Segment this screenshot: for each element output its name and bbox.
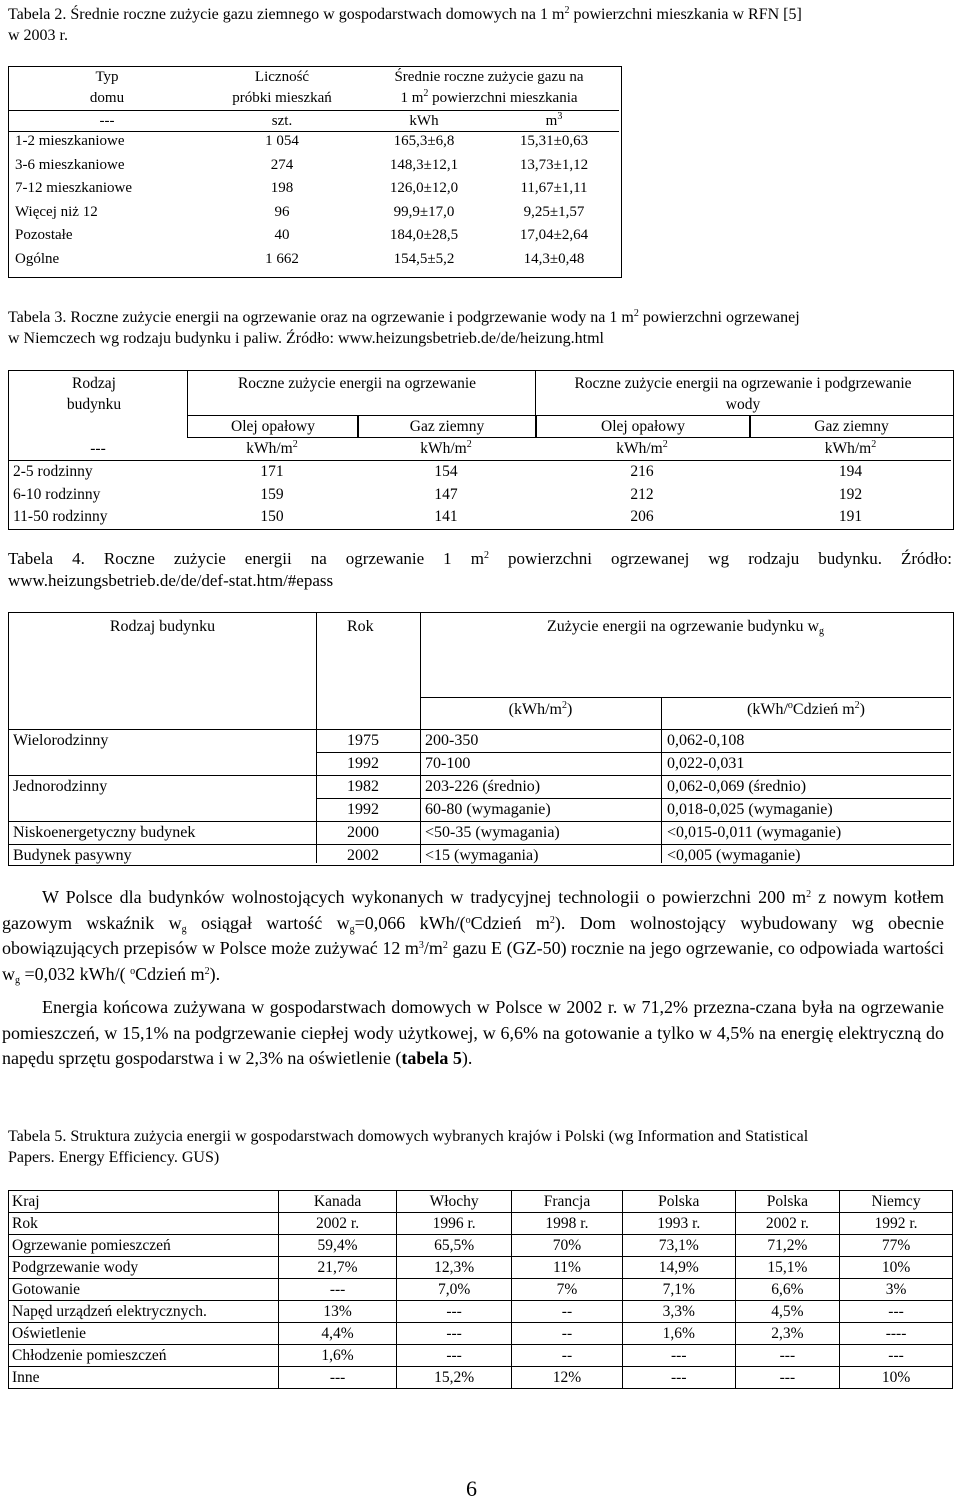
table-row bbox=[9, 844, 951, 867]
table4-caption-line2: www.heizungsbetrieb.de/de/def-stat.htm/#epass bbox=[8, 571, 334, 590]
table4-caption bbox=[8, 548, 952, 569]
table-row bbox=[9, 730, 951, 752]
p1-sup2: o bbox=[465, 914, 471, 926]
cell: 7% bbox=[512, 1279, 623, 1301]
row-cday: <0,005 (wymaganie) bbox=[667, 847, 801, 864]
table2-rows bbox=[9, 133, 619, 274]
table5-caption-line2: Papers. Energy Efficiency. GUS) bbox=[8, 1149, 220, 1166]
usage-l2b: powierzchni mieszkania bbox=[428, 90, 578, 106]
table3 bbox=[8, 370, 954, 530]
table-row bbox=[9, 1301, 953, 1323]
cell: 71,2% bbox=[735, 1235, 839, 1257]
p1-a: W Polsce dla budynków wolnostojących wykonanych w tradycyjnej technologii o powierzchni 200 m bbox=[42, 887, 807, 907]
table3-header-heating: Roczne zużycie energii na ogrzewanie bbox=[237, 375, 477, 392]
row-cday: <0,015-0,011 (wymaganie) bbox=[667, 824, 842, 841]
table3-fuel-oil-2: Olej opałowy bbox=[535, 415, 751, 438]
table-row bbox=[9, 227, 619, 251]
row-type: Pozostałe bbox=[15, 227, 73, 243]
table2-header-count bbox=[205, 67, 359, 109]
table3-header-heatwater-l2: wody bbox=[725, 396, 761, 413]
u2a: (kWh/ bbox=[747, 701, 788, 718]
cell: Ogrzewanie pomieszczeń bbox=[9, 1235, 279, 1257]
cell: 70% bbox=[512, 1235, 623, 1257]
row-cday: 0,062-0,108 bbox=[667, 732, 745, 749]
table4-header-type: Rodzaj budynku bbox=[109, 618, 216, 635]
cell: Włochy bbox=[397, 1191, 512, 1213]
row-val: 194 bbox=[838, 463, 863, 480]
row-kwh: 200-350 bbox=[425, 732, 479, 749]
unit-kwh-m: kWh/m bbox=[616, 440, 663, 457]
table2-header-type-l2: domu bbox=[89, 90, 125, 106]
row-cday: 0,018-0,025 (wymaganie) bbox=[667, 801, 833, 818]
cell: Kraj bbox=[9, 1191, 279, 1213]
p1-b: z nowym kotłem gazowym wskaźnik w bbox=[2, 887, 945, 933]
table-row bbox=[9, 775, 951, 798]
cell: --- bbox=[279, 1367, 397, 1389]
cell: 10% bbox=[840, 1257, 953, 1279]
row-type: 1-2 mieszkaniowe bbox=[15, 133, 125, 149]
row-m3: 13,73±1,12 bbox=[519, 156, 589, 173]
table2-unit-kwh: kWh bbox=[409, 113, 439, 129]
table4-header-line bbox=[420, 697, 951, 698]
unit-sup: 2 bbox=[871, 439, 877, 450]
table2-header-type-l1: Typ bbox=[95, 69, 119, 85]
table2-header-count-l1: Liczność bbox=[254, 69, 310, 85]
row-type: 6-10 rodzinny bbox=[13, 486, 101, 503]
p1-sub1: g bbox=[181, 923, 187, 935]
page-number: 6 bbox=[466, 1476, 477, 1501]
row-count: 1 054 bbox=[265, 133, 299, 149]
cell: --- bbox=[840, 1345, 953, 1367]
p1-sup4: 3 bbox=[418, 940, 424, 951]
table2-caption-line2: w 2003 r. bbox=[8, 27, 68, 44]
row-year: 1982 bbox=[347, 778, 379, 795]
cell: --- bbox=[622, 1367, 735, 1389]
unit-m: m bbox=[545, 113, 558, 129]
table-row bbox=[9, 1257, 953, 1279]
table-row bbox=[9, 506, 951, 528]
unit-sup: 2 bbox=[466, 439, 472, 450]
cell: 13% bbox=[279, 1301, 397, 1323]
paragraph-2 bbox=[2, 995, 944, 1072]
p1-sup5: 2 bbox=[442, 940, 448, 951]
table2-caption-text-b: powierzchni mieszkania w RFN [5] bbox=[569, 6, 802, 23]
p1-sup6: o bbox=[130, 965, 136, 977]
table3-unit-1 bbox=[187, 438, 357, 459]
usage-text: Zużycie energii na ogrzewanie budynku w bbox=[546, 618, 820, 635]
cell: 59,4% bbox=[279, 1235, 397, 1257]
cell: Niemcy bbox=[840, 1191, 953, 1213]
p2-b: ). bbox=[461, 1048, 473, 1068]
row-cday: 0,062-0,069 (średnio) bbox=[667, 778, 807, 795]
table-row bbox=[9, 1235, 953, 1257]
table-row bbox=[9, 1279, 953, 1301]
cell: Polska bbox=[622, 1191, 735, 1213]
table-row bbox=[316, 752, 951, 775]
table3-caption-text: Tabela 3. Roczne zużycie energii na ogrzewanie oraz na ogrzewanie i podgrzewanie wody na 1 m bbox=[8, 309, 634, 326]
table-row bbox=[9, 180, 619, 204]
table-row bbox=[9, 251, 619, 275]
row-type: Budynek pasywny bbox=[13, 847, 132, 864]
row-m3: 17,04±2,64 bbox=[519, 227, 589, 243]
table4-unit-1 bbox=[420, 699, 661, 721]
row-val: 216 bbox=[630, 463, 654, 480]
p1-f: ). Dom wolnostojący wybudowany wg obecnie obowiązujących przepisów w Polsce może zużywać 12 m bbox=[2, 912, 944, 958]
p1-i: =0,032 kWh/( bbox=[20, 963, 131, 984]
row-val: 212 bbox=[630, 486, 654, 503]
table-row bbox=[9, 1191, 953, 1213]
cell: -- bbox=[512, 1323, 623, 1345]
row-kwh: 184,0±28,5 bbox=[389, 227, 459, 243]
p1-sup1: 2 bbox=[806, 889, 812, 900]
table4-rows bbox=[9, 730, 951, 867]
cell: -- bbox=[512, 1345, 623, 1367]
row-count: 96 bbox=[274, 203, 290, 220]
table3-fuel-gas-1: Gaz ziemny bbox=[357, 415, 537, 438]
table4-header-usage bbox=[420, 616, 951, 638]
u1sup: 2 bbox=[562, 700, 567, 711]
row-m3: 11,67±1,11 bbox=[520, 180, 588, 196]
cell: --- bbox=[840, 1301, 953, 1323]
table-row bbox=[9, 1323, 953, 1345]
table5-caption bbox=[8, 1126, 952, 1168]
row-kwh: <50-35 (wymagania) bbox=[425, 824, 560, 841]
cell: 73,1% bbox=[622, 1235, 735, 1257]
p1-e: Cdzień m bbox=[470, 912, 550, 933]
table5-caption-line1: Tabela 5. Struktura zużycia energii w gospodarstwach domowych wybranych krajów i Polski (wg Information and Statistical bbox=[8, 1128, 809, 1145]
row-val: 147 bbox=[434, 486, 458, 503]
table2-caption bbox=[8, 4, 952, 46]
cell: 21,7% bbox=[279, 1257, 397, 1279]
unit-kwh-m: kWh/m bbox=[246, 440, 293, 457]
table3-unit-3 bbox=[535, 438, 749, 459]
cell: 2002 r. bbox=[279, 1213, 397, 1235]
table5 bbox=[8, 1190, 953, 1389]
row-kwh: 165,3±6,8 bbox=[393, 133, 455, 149]
table3-header-heatwater bbox=[535, 373, 951, 415]
row-year: 2002 bbox=[347, 847, 379, 864]
cell: --- bbox=[622, 1345, 735, 1367]
cell: 12,3% bbox=[397, 1257, 512, 1279]
row-type: Niskoenergetyczny budynek bbox=[13, 824, 196, 841]
p1-j: Cdzień m bbox=[135, 963, 205, 984]
u2b: Cdzień m bbox=[792, 701, 855, 718]
table2 bbox=[8, 66, 622, 278]
cell: 1,6% bbox=[279, 1345, 397, 1367]
table3-fuel-oil-1: Olej opałowy bbox=[187, 415, 359, 438]
row-val: 150 bbox=[260, 508, 284, 525]
u2sup2: 2 bbox=[854, 700, 860, 711]
cell: --- bbox=[279, 1279, 397, 1301]
p1-h: gazu E (GZ-50) rocznie na jego ogrzewanie, co odpowiada wartości w bbox=[2, 938, 944, 984]
table-row bbox=[9, 157, 619, 181]
cell: 1998 r. bbox=[512, 1213, 623, 1235]
p2-bold-ref: tabela 5 bbox=[401, 1048, 462, 1068]
table3-rows bbox=[9, 461, 951, 528]
row-cday: 0,022-0,031 bbox=[667, 755, 745, 772]
row-year: 1975 bbox=[347, 732, 379, 749]
row-kwh: 203-226 (średnio) bbox=[425, 778, 541, 795]
table3-header-heatwater-l1: Roczne zużycie energii na ogrzewanie i podgrzewanie bbox=[574, 375, 912, 392]
paragraph-1 bbox=[2, 885, 944, 987]
cell: Kanada bbox=[279, 1191, 397, 1213]
cell: 15,1% bbox=[735, 1257, 839, 1279]
row-count: 274 bbox=[270, 156, 294, 173]
table3-header-type-l2: budynku bbox=[66, 396, 122, 413]
table2-header-usage bbox=[359, 67, 619, 109]
cell: 77% bbox=[840, 1235, 953, 1257]
table-row bbox=[9, 484, 951, 506]
table-row bbox=[9, 1367, 953, 1389]
table4 bbox=[8, 612, 954, 866]
row-type: Jednorodzinny bbox=[13, 778, 108, 795]
table2-units-line bbox=[9, 131, 619, 132]
cell: 11% bbox=[512, 1257, 623, 1279]
row-year: 2000 bbox=[347, 824, 379, 841]
cell: --- bbox=[397, 1301, 512, 1323]
cell: Inne bbox=[9, 1367, 279, 1389]
cell: Podgrzewanie wody bbox=[9, 1257, 279, 1279]
table3-header-type bbox=[9, 373, 179, 415]
usage-l2a: 1 m bbox=[400, 90, 424, 106]
table-row bbox=[9, 133, 619, 157]
table3-header-type-l1: Rodzaj bbox=[72, 375, 116, 392]
u1a: (kWh/m bbox=[508, 701, 562, 718]
cell: Oświetlenie bbox=[9, 1323, 279, 1345]
table2-header-count-l2: próbki mieszkań bbox=[232, 90, 332, 106]
row-type: 11-50 rodzinny bbox=[13, 508, 108, 525]
row-m3: 15,31±0,63 bbox=[519, 133, 589, 149]
usage-l2sup: 2 bbox=[423, 88, 429, 99]
row-kwh: 70-100 bbox=[425, 755, 471, 772]
table2-header-usage-l1: Średnie roczne zużycie gazu na bbox=[394, 69, 584, 85]
cell: --- bbox=[397, 1345, 512, 1367]
row-val: 192 bbox=[838, 486, 863, 503]
cell: Francja bbox=[512, 1191, 623, 1213]
table2-unit-type: --- bbox=[99, 113, 115, 129]
p1-d: =0,066 kWh/( bbox=[354, 912, 466, 933]
unit-kwh-m: kWh/m bbox=[420, 440, 467, 457]
cell: 1996 r. bbox=[397, 1213, 512, 1235]
u2c: ) bbox=[859, 701, 865, 718]
cell: 3,3% bbox=[622, 1301, 735, 1323]
p1-g: /m bbox=[423, 938, 443, 958]
cell: Rok bbox=[9, 1213, 279, 1235]
row-type: Więcej niż 12 bbox=[15, 203, 98, 220]
table3-unit-2 bbox=[357, 438, 535, 459]
table4-caption-sup: 2 bbox=[483, 550, 489, 561]
row-type: 7-12 mieszkaniowe bbox=[15, 180, 133, 196]
row-type: Wielorodzinny bbox=[13, 732, 109, 749]
row-count: 40 bbox=[274, 227, 290, 243]
p1-k: ). bbox=[209, 963, 221, 984]
table3-caption-sup: 2 bbox=[633, 308, 639, 319]
row-kwh: 126,0±12,0 bbox=[389, 180, 459, 196]
table4-caption-text-b: powierzchni ogrzewanej wg rodzaju budynku. Źródło: bbox=[488, 549, 952, 568]
row-count: 198 bbox=[270, 180, 294, 196]
cell: 1993 r. bbox=[622, 1213, 735, 1235]
table-row bbox=[9, 1345, 953, 1367]
row-val: 154 bbox=[434, 463, 458, 480]
cell: Gotowanie bbox=[9, 1279, 279, 1301]
table2-unit-m3 bbox=[489, 111, 619, 132]
unit-m-sup: 3 bbox=[557, 111, 563, 122]
cell: 1992 r. bbox=[840, 1213, 953, 1235]
row-year: 1992 bbox=[347, 801, 379, 818]
p1-sub3: g bbox=[15, 974, 20, 986]
cell: --- bbox=[735, 1367, 839, 1389]
row-val: 191 bbox=[838, 508, 863, 525]
row-val: 171 bbox=[260, 463, 284, 480]
u1b: ) bbox=[567, 701, 573, 718]
cell: 4,5% bbox=[735, 1301, 839, 1323]
cell: Polska bbox=[735, 1191, 839, 1213]
p1-sup7: 2 bbox=[204, 965, 210, 977]
cell: ---- bbox=[840, 1323, 953, 1345]
table3-fuel-gas-2: Gaz ziemny bbox=[749, 415, 953, 438]
row-kwh: 60-80 (wymaganie) bbox=[425, 801, 551, 818]
table2-caption-sup: 2 bbox=[564, 5, 570, 16]
row-m3: 14,3±0,48 bbox=[523, 250, 585, 267]
cell: 15,2% bbox=[397, 1367, 512, 1389]
table4-header-year: Rok bbox=[347, 618, 374, 635]
row-type: Ogólne bbox=[15, 250, 60, 267]
cell: Chłodzenie pomieszczeń bbox=[9, 1345, 279, 1367]
cell: 12% bbox=[512, 1367, 623, 1389]
cell: --- bbox=[397, 1323, 512, 1345]
p1-c: osiągał wartość w bbox=[186, 912, 350, 933]
table-row bbox=[9, 1213, 953, 1235]
cell: 65,5% bbox=[397, 1235, 512, 1257]
row-kwh: <15 (wymagania) bbox=[425, 847, 539, 864]
usage-sub: g bbox=[819, 626, 825, 637]
table2-unit-count: szt. bbox=[271, 113, 293, 129]
table4-caption-text: Tabela 4. Roczne zużycie energii na ogrzewanie 1 m bbox=[8, 549, 484, 568]
table2-caption-text: Tabela 2. Średnie roczne zużycie gazu ziemnego w gospodarstwach domowych na 1 m bbox=[8, 6, 565, 23]
table3-caption-line2: w Niemczech wg rodzaju budynku i paliw. Źródło: www.heizungsbetrieb.de/de/heizung.html bbox=[8, 330, 604, 347]
row-val: 159 bbox=[260, 486, 284, 503]
cell: 4,4% bbox=[279, 1323, 397, 1345]
cell: 7,1% bbox=[622, 1279, 735, 1301]
cell: 7,0% bbox=[397, 1279, 512, 1301]
table-row bbox=[9, 204, 619, 228]
table2-header-usage-l2 bbox=[359, 88, 619, 109]
cell: 2,3% bbox=[735, 1323, 839, 1345]
row-kwh: 154,5±5,2 bbox=[393, 250, 455, 267]
u2sup1: o bbox=[787, 700, 793, 711]
cell: Napęd urządzeń elektrycznych. bbox=[9, 1301, 279, 1323]
cell: -- bbox=[512, 1301, 623, 1323]
row-type: 3-6 mieszkaniowe bbox=[15, 156, 125, 173]
row-val: 141 bbox=[434, 508, 458, 525]
table-row bbox=[9, 461, 951, 484]
table3-unit-type: --- bbox=[90, 440, 106, 457]
cell: 3% bbox=[840, 1279, 953, 1301]
row-kwh: 148,3±12,1 bbox=[389, 156, 459, 173]
p1-sup3: 2 bbox=[549, 914, 555, 926]
table3-caption bbox=[8, 307, 952, 349]
unit-sup: 2 bbox=[292, 439, 298, 450]
row-type: 2-5 rodzinny bbox=[13, 463, 93, 480]
table-row bbox=[9, 821, 951, 844]
p1-sub2: g bbox=[349, 923, 355, 935]
cell: 1,6% bbox=[622, 1323, 735, 1345]
cell: 10% bbox=[840, 1367, 953, 1389]
row-val: 206 bbox=[630, 508, 654, 525]
table3-caption-text-b: powierzchni ogrzewanej bbox=[638, 309, 800, 326]
table4-unit-2 bbox=[661, 699, 951, 721]
row-count: 1 662 bbox=[265, 250, 299, 267]
row-m3: 9,25±1,57 bbox=[523, 203, 585, 220]
table2-header-type bbox=[9, 67, 205, 109]
cell: --- bbox=[735, 1345, 839, 1367]
cell: 6,6% bbox=[735, 1279, 839, 1301]
table3-unit-4 bbox=[749, 438, 952, 459]
unit-kwh-m: kWh/m bbox=[824, 440, 872, 457]
cell: 2002 r. bbox=[735, 1213, 839, 1235]
cell: 14,9% bbox=[622, 1257, 735, 1279]
unit-sup: 2 bbox=[662, 439, 668, 450]
row-kwh: 99,9±17,0 bbox=[393, 203, 455, 220]
row-year: 1992 bbox=[347, 755, 379, 772]
p2-a: Energia końcowa zużywana w gospodarstwach domowych w Polsce w 2002 r. w 71,2% przezna-czana była na ogrzewanie pomieszczeń, w 15,1% na podgrzewanie ciepłej wody użytkowej, w 6,6% na gotowanie a tylko w 4,5% na energię elektryczną do napędu sprzętu gospodarstwa i w 2,3% na oświetlenie ( bbox=[2, 997, 944, 1068]
table-row bbox=[316, 798, 951, 821]
